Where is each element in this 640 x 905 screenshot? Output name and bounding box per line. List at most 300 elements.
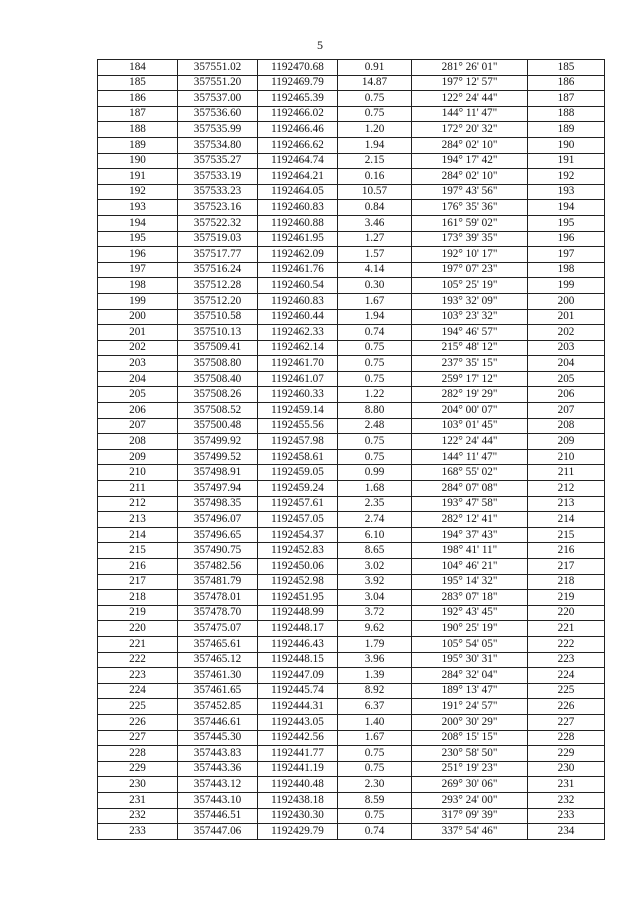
point-from-cell: 233 — [98, 824, 178, 840]
y-coordinate-cell: 1192460.83 — [258, 200, 338, 216]
point-to-cell: 223 — [528, 652, 605, 668]
point-from-cell: 205 — [98, 387, 178, 403]
distance-cell: 1.20 — [338, 122, 412, 138]
bearing-cell: 191° 24' 57" — [412, 699, 528, 715]
x-coordinate-cell: 357452.85 — [178, 699, 258, 715]
table-row — [98, 465, 605, 481]
bearing-cell: 173° 39' 35" — [412, 231, 528, 247]
point-from-cell: 227 — [98, 730, 178, 746]
y-coordinate-cell: 1192441.19 — [258, 761, 338, 777]
bearing-cell: 195° 30' 31" — [412, 652, 528, 668]
bearing-cell: 284° 07' 08" — [412, 481, 528, 497]
table-row — [98, 527, 605, 543]
point-from-cell: 209 — [98, 449, 178, 465]
point-from-cell: 231 — [98, 792, 178, 808]
distance-cell: 3.92 — [338, 574, 412, 590]
distance-cell: 0.84 — [338, 200, 412, 216]
y-coordinate-cell: 1192461.95 — [258, 231, 338, 247]
y-coordinate-cell: 1192448.15 — [258, 652, 338, 668]
point-to-cell: 220 — [528, 605, 605, 621]
point-to-cell: 222 — [528, 636, 605, 652]
y-coordinate-cell: 1192448.17 — [258, 621, 338, 637]
point-from-cell: 232 — [98, 808, 178, 824]
distance-cell: 0.75 — [338, 91, 412, 107]
x-coordinate-cell: 357535.27 — [178, 153, 258, 169]
point-to-cell: 194 — [528, 200, 605, 216]
x-coordinate-cell: 357446.51 — [178, 808, 258, 824]
bearing-cell: 198° 41' 11" — [412, 543, 528, 559]
point-to-cell: 224 — [528, 668, 605, 684]
distance-cell: 1.67 — [338, 293, 412, 309]
x-coordinate-cell: 357475.07 — [178, 621, 258, 637]
x-coordinate-cell: 357500.48 — [178, 418, 258, 434]
y-coordinate-cell: 1192460.88 — [258, 215, 338, 231]
point-to-cell: 216 — [528, 543, 605, 559]
point-from-cell: 224 — [98, 683, 178, 699]
point-from-cell: 196 — [98, 247, 178, 263]
y-coordinate-cell: 1192452.98 — [258, 574, 338, 590]
bearing-cell: 293° 24' 00" — [412, 792, 528, 808]
y-coordinate-cell: 1192460.83 — [258, 293, 338, 309]
point-to-cell: 225 — [528, 683, 605, 699]
point-from-cell: 226 — [98, 714, 178, 730]
x-coordinate-cell: 357499.52 — [178, 449, 258, 465]
x-coordinate-cell: 357536.60 — [178, 106, 258, 122]
x-coordinate-cell: 357461.30 — [178, 668, 258, 684]
bearing-cell: 122° 24' 44" — [412, 434, 528, 450]
point-to-cell: 210 — [528, 449, 605, 465]
table-row — [98, 278, 605, 294]
bearing-cell: 282° 12' 41" — [412, 512, 528, 528]
point-from-cell: 222 — [98, 652, 178, 668]
point-from-cell: 229 — [98, 761, 178, 777]
table-row — [98, 215, 605, 231]
y-coordinate-cell: 1192444.31 — [258, 699, 338, 715]
point-from-cell: 202 — [98, 340, 178, 356]
y-coordinate-cell: 1192464.05 — [258, 184, 338, 200]
point-from-cell: 221 — [98, 636, 178, 652]
bearing-cell: 317° 09' 39" — [412, 808, 528, 824]
bearing-cell: 193° 47' 58" — [412, 496, 528, 512]
x-coordinate-cell: 357551.02 — [178, 60, 258, 76]
table-row — [98, 356, 605, 372]
point-to-cell: 215 — [528, 527, 605, 543]
distance-cell: 3.04 — [338, 590, 412, 606]
point-from-cell: 194 — [98, 215, 178, 231]
y-coordinate-cell: 1192457.61 — [258, 496, 338, 512]
distance-cell: 1.22 — [338, 387, 412, 403]
point-from-cell: 189 — [98, 137, 178, 153]
point-from-cell: 213 — [98, 512, 178, 528]
x-coordinate-cell: 357534.80 — [178, 137, 258, 153]
distance-cell: 0.16 — [338, 169, 412, 185]
point-from-cell: 223 — [98, 668, 178, 684]
bearing-cell: 144° 11' 47" — [412, 106, 528, 122]
point-to-cell: 234 — [528, 824, 605, 840]
point-from-cell: 216 — [98, 559, 178, 575]
distance-cell: 4.14 — [338, 262, 412, 278]
y-coordinate-cell: 1192429.79 — [258, 824, 338, 840]
table-row — [98, 91, 605, 107]
point-from-cell: 186 — [98, 91, 178, 107]
point-to-cell: 202 — [528, 325, 605, 341]
point-to-cell: 213 — [528, 496, 605, 512]
distance-cell: 1.27 — [338, 231, 412, 247]
bearing-cell: 284° 02' 10" — [412, 137, 528, 153]
point-from-cell: 228 — [98, 746, 178, 762]
point-from-cell: 199 — [98, 293, 178, 309]
point-from-cell: 201 — [98, 325, 178, 341]
distance-cell: 0.91 — [338, 60, 412, 76]
point-to-cell: 186 — [528, 75, 605, 91]
table-row — [98, 325, 605, 341]
table-row — [98, 761, 605, 777]
x-coordinate-cell: 357461.65 — [178, 683, 258, 699]
y-coordinate-cell: 1192430.30 — [258, 808, 338, 824]
distance-cell: 0.75 — [338, 356, 412, 372]
bearing-cell: 161° 59' 02" — [412, 215, 528, 231]
y-coordinate-cell: 1192458.61 — [258, 449, 338, 465]
point-from-cell: 210 — [98, 465, 178, 481]
y-coordinate-cell: 1192457.98 — [258, 434, 338, 450]
distance-cell: 8.92 — [338, 683, 412, 699]
bearing-cell: 193° 32' 09" — [412, 293, 528, 309]
point-to-cell: 218 — [528, 574, 605, 590]
point-to-cell: 189 — [528, 122, 605, 138]
distance-cell: 1.68 — [338, 481, 412, 497]
bearing-cell: 105° 25' 19" — [412, 278, 528, 294]
bearing-cell: 190° 25' 19" — [412, 621, 528, 637]
x-coordinate-cell: 357523.16 — [178, 200, 258, 216]
point-to-cell: 208 — [528, 418, 605, 434]
point-to-cell: 230 — [528, 761, 605, 777]
bearing-cell: 103° 01' 45" — [412, 418, 528, 434]
bearing-cell: 189° 13' 47" — [412, 683, 528, 699]
table-row — [98, 543, 605, 559]
x-coordinate-cell: 357496.07 — [178, 512, 258, 528]
table-row — [98, 184, 605, 200]
x-coordinate-cell: 357443.10 — [178, 792, 258, 808]
distance-cell: 1.40 — [338, 714, 412, 730]
table-row — [98, 200, 605, 216]
x-coordinate-cell: 357510.13 — [178, 325, 258, 341]
bearing-cell: 204° 00' 07" — [412, 403, 528, 419]
x-coordinate-cell: 357508.52 — [178, 403, 258, 419]
point-from-cell: 187 — [98, 106, 178, 122]
distance-cell: 0.75 — [338, 106, 412, 122]
table-row — [98, 293, 605, 309]
bearing-cell: 197° 07' 23" — [412, 262, 528, 278]
point-to-cell: 217 — [528, 559, 605, 575]
y-coordinate-cell: 1192438.18 — [258, 792, 338, 808]
y-coordinate-cell: 1192451.95 — [258, 590, 338, 606]
y-coordinate-cell: 1192461.70 — [258, 356, 338, 372]
distance-cell: 9.62 — [338, 621, 412, 637]
y-coordinate-cell: 1192460.54 — [258, 278, 338, 294]
table-row — [98, 247, 605, 263]
bearing-cell: 284° 02' 10" — [412, 169, 528, 185]
point-to-cell: 200 — [528, 293, 605, 309]
distance-cell: 2.48 — [338, 418, 412, 434]
bearing-cell: 259° 17' 12" — [412, 371, 528, 387]
distance-cell: 2.15 — [338, 153, 412, 169]
table-row — [98, 636, 605, 652]
x-coordinate-cell: 357533.19 — [178, 169, 258, 185]
point-from-cell: 217 — [98, 574, 178, 590]
point-to-cell: 205 — [528, 371, 605, 387]
x-coordinate-cell: 357508.40 — [178, 371, 258, 387]
point-to-cell: 192 — [528, 169, 605, 185]
bearing-cell: 197° 12' 57" — [412, 75, 528, 91]
table-row — [98, 714, 605, 730]
table-row — [98, 605, 605, 621]
point-to-cell: 233 — [528, 808, 605, 824]
distance-cell: 1.39 — [338, 668, 412, 684]
x-coordinate-cell: 357478.70 — [178, 605, 258, 621]
table-row — [98, 137, 605, 153]
point-from-cell: 193 — [98, 200, 178, 216]
distance-cell: 1.57 — [338, 247, 412, 263]
bearing-cell: 281° 26' 01" — [412, 60, 528, 76]
point-to-cell: 188 — [528, 106, 605, 122]
point-to-cell: 207 — [528, 403, 605, 419]
y-coordinate-cell: 1192452.83 — [258, 543, 338, 559]
point-from-cell: 219 — [98, 605, 178, 621]
x-coordinate-cell: 357533.23 — [178, 184, 258, 200]
x-coordinate-cell: 357481.79 — [178, 574, 258, 590]
point-from-cell: 192 — [98, 184, 178, 200]
distance-cell: 0.75 — [338, 808, 412, 824]
distance-cell: 1.94 — [338, 309, 412, 325]
point-to-cell: 190 — [528, 137, 605, 153]
distance-cell: 1.79 — [338, 636, 412, 652]
bearing-cell: 284° 32' 04" — [412, 668, 528, 684]
point-from-cell: 214 — [98, 527, 178, 543]
point-from-cell: 197 — [98, 262, 178, 278]
distance-cell: 0.75 — [338, 434, 412, 450]
y-coordinate-cell: 1192459.05 — [258, 465, 338, 481]
point-from-cell: 185 — [98, 75, 178, 91]
y-coordinate-cell: 1192457.05 — [258, 512, 338, 528]
point-from-cell: 204 — [98, 371, 178, 387]
table-row — [98, 418, 605, 434]
table-row — [98, 496, 605, 512]
table-row — [98, 574, 605, 590]
x-coordinate-cell: 357478.01 — [178, 590, 258, 606]
y-coordinate-cell: 1192447.09 — [258, 668, 338, 684]
distance-cell: 3.72 — [338, 605, 412, 621]
y-coordinate-cell: 1192461.76 — [258, 262, 338, 278]
table-row — [98, 621, 605, 637]
table-row — [98, 808, 605, 824]
table-row — [98, 512, 605, 528]
y-coordinate-cell: 1192465.39 — [258, 91, 338, 107]
y-coordinate-cell: 1192442.56 — [258, 730, 338, 746]
distance-cell: 3.96 — [338, 652, 412, 668]
bearing-cell: 282° 19' 29" — [412, 387, 528, 403]
distance-cell: 0.99 — [338, 465, 412, 481]
table-row — [98, 309, 605, 325]
bearing-cell: 168° 55' 02" — [412, 465, 528, 481]
y-coordinate-cell: 1192462.33 — [258, 325, 338, 341]
distance-cell: 1.94 — [338, 137, 412, 153]
table-row — [98, 387, 605, 403]
y-coordinate-cell: 1192459.14 — [258, 403, 338, 419]
y-coordinate-cell: 1192455.56 — [258, 418, 338, 434]
bearing-cell: 337° 54' 46" — [412, 824, 528, 840]
point-to-cell: 212 — [528, 481, 605, 497]
bearing-cell: 215° 48' 12" — [412, 340, 528, 356]
table-row — [98, 231, 605, 247]
y-coordinate-cell: 1192470.68 — [258, 60, 338, 76]
bearing-cell: 104° 46' 21" — [412, 559, 528, 575]
table-row — [98, 106, 605, 122]
x-coordinate-cell: 357519.03 — [178, 231, 258, 247]
x-coordinate-cell: 357490.75 — [178, 543, 258, 559]
point-from-cell: 206 — [98, 403, 178, 419]
x-coordinate-cell: 357443.12 — [178, 777, 258, 793]
table-row — [98, 824, 605, 840]
table-row — [98, 668, 605, 684]
y-coordinate-cell: 1192454.37 — [258, 527, 338, 543]
point-from-cell: 191 — [98, 169, 178, 185]
table-row — [98, 262, 605, 278]
y-coordinate-cell: 1192446.43 — [258, 636, 338, 652]
x-coordinate-cell: 357482.56 — [178, 559, 258, 575]
x-coordinate-cell: 357499.92 — [178, 434, 258, 450]
x-coordinate-cell: 357496.65 — [178, 527, 258, 543]
point-to-cell: 195 — [528, 215, 605, 231]
y-coordinate-cell: 1192443.05 — [258, 714, 338, 730]
y-coordinate-cell: 1192466.02 — [258, 106, 338, 122]
table-row — [98, 777, 605, 793]
point-to-cell: 197 — [528, 247, 605, 263]
point-to-cell: 187 — [528, 91, 605, 107]
x-coordinate-cell: 357443.83 — [178, 746, 258, 762]
point-to-cell: 204 — [528, 356, 605, 372]
bearing-cell: 283° 07' 18" — [412, 590, 528, 606]
point-to-cell: 201 — [528, 309, 605, 325]
distance-cell: 6.37 — [338, 699, 412, 715]
table-row — [98, 652, 605, 668]
x-coordinate-cell: 357498.91 — [178, 465, 258, 481]
x-coordinate-cell: 357537.00 — [178, 91, 258, 107]
y-coordinate-cell: 1192462.09 — [258, 247, 338, 263]
point-to-cell: 196 — [528, 231, 605, 247]
distance-cell: 0.75 — [338, 449, 412, 465]
distance-cell: 8.80 — [338, 403, 412, 419]
distance-cell: 1.67 — [338, 730, 412, 746]
point-from-cell: 188 — [98, 122, 178, 138]
table-row — [98, 403, 605, 419]
table-row — [98, 746, 605, 762]
table-row — [98, 122, 605, 138]
table-row — [98, 169, 605, 185]
y-coordinate-cell: 1192448.99 — [258, 605, 338, 621]
distance-cell: 0.75 — [338, 340, 412, 356]
y-coordinate-cell: 1192460.44 — [258, 309, 338, 325]
distance-cell: 0.74 — [338, 824, 412, 840]
point-to-cell: 203 — [528, 340, 605, 356]
table-row — [98, 730, 605, 746]
point-from-cell: 225 — [98, 699, 178, 715]
distance-cell: 0.75 — [338, 746, 412, 762]
x-coordinate-cell: 357497.94 — [178, 481, 258, 497]
table-row — [98, 449, 605, 465]
point-from-cell: 215 — [98, 543, 178, 559]
point-from-cell: 211 — [98, 481, 178, 497]
y-coordinate-cell: 1192460.33 — [258, 387, 338, 403]
bearing-cell: 269° 30' 06" — [412, 777, 528, 793]
distance-cell: 6.10 — [338, 527, 412, 543]
point-from-cell: 184 — [98, 60, 178, 76]
table-row — [98, 699, 605, 715]
point-from-cell: 198 — [98, 278, 178, 294]
x-coordinate-cell: 357517.77 — [178, 247, 258, 263]
bearing-cell: 194° 17' 42" — [412, 153, 528, 169]
y-coordinate-cell: 1192459.24 — [258, 481, 338, 497]
table-row — [98, 481, 605, 497]
table-row — [98, 434, 605, 450]
point-to-cell: 221 — [528, 621, 605, 637]
distance-cell: 8.65 — [338, 543, 412, 559]
x-coordinate-cell: 357512.28 — [178, 278, 258, 294]
x-coordinate-cell: 357447.06 — [178, 824, 258, 840]
point-to-cell: 228 — [528, 730, 605, 746]
x-coordinate-cell: 357512.20 — [178, 293, 258, 309]
point-from-cell: 195 — [98, 231, 178, 247]
point-to-cell: 198 — [528, 262, 605, 278]
bearing-cell: 237° 35' 15" — [412, 356, 528, 372]
point-from-cell: 208 — [98, 434, 178, 450]
distance-cell: 2.30 — [338, 777, 412, 793]
point-from-cell: 207 — [98, 418, 178, 434]
table-row — [98, 153, 605, 169]
table-row — [98, 683, 605, 699]
y-coordinate-cell: 1192464.74 — [258, 153, 338, 169]
bearing-cell: 200° 30' 29" — [412, 714, 528, 730]
bearing-cell: 194° 37' 43" — [412, 527, 528, 543]
table-row — [98, 75, 605, 91]
point-from-cell: 218 — [98, 590, 178, 606]
point-to-cell: 227 — [528, 714, 605, 730]
bearing-cell: 230° 58' 50" — [412, 746, 528, 762]
x-coordinate-cell: 357465.12 — [178, 652, 258, 668]
distance-cell: 8.59 — [338, 792, 412, 808]
point-to-cell: 206 — [528, 387, 605, 403]
y-coordinate-cell: 1192440.48 — [258, 777, 338, 793]
bearing-cell: 144° 11' 47" — [412, 449, 528, 465]
y-coordinate-cell: 1192462.14 — [258, 340, 338, 356]
point-from-cell: 230 — [98, 777, 178, 793]
bearing-cell: 195° 14' 32" — [412, 574, 528, 590]
y-coordinate-cell: 1192461.07 — [258, 371, 338, 387]
point-to-cell: 211 — [528, 465, 605, 481]
distance-cell: 2.35 — [338, 496, 412, 512]
x-coordinate-cell: 357446.61 — [178, 714, 258, 730]
point-from-cell: 190 — [98, 153, 178, 169]
bearing-cell: 194° 46' 57" — [412, 325, 528, 341]
table-row — [98, 792, 605, 808]
point-from-cell: 212 — [98, 496, 178, 512]
coordinates-table — [97, 59, 605, 840]
distance-cell: 0.75 — [338, 761, 412, 777]
point-to-cell: 209 — [528, 434, 605, 450]
point-from-cell: 200 — [98, 309, 178, 325]
distance-cell: 3.46 — [338, 215, 412, 231]
x-coordinate-cell: 357508.26 — [178, 387, 258, 403]
x-coordinate-cell: 357498.35 — [178, 496, 258, 512]
